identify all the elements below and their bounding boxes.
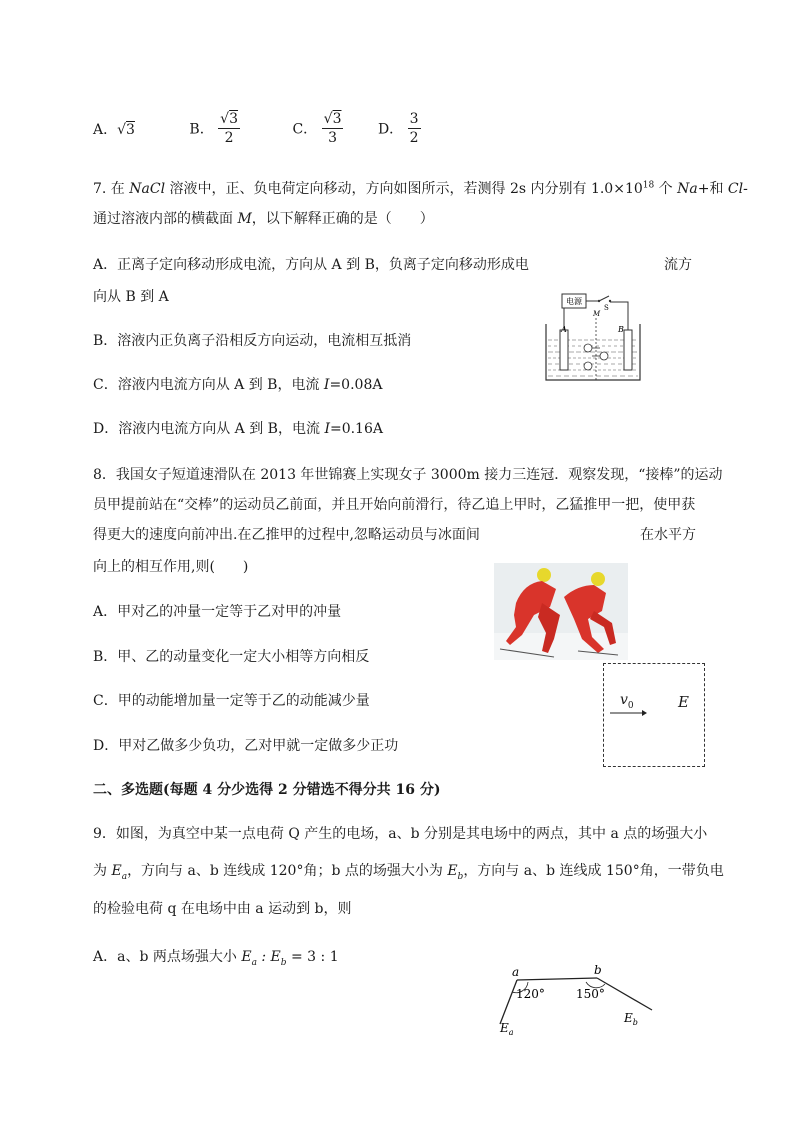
point-a-label: a [512, 965, 520, 979]
field-angle-figure [490, 962, 670, 1037]
q8-stem-line3: 得更大的速度向前冲出.在乙推甲的过程中,忽略运动员与冰面间 [93, 527, 480, 543]
angle-150-label: 150° [576, 987, 605, 1001]
q9-option-a: A．a、b 两点场强大小 $E_a$ : $E_b = 3$ : 1 [93, 949, 339, 968]
skaters-photo [494, 563, 628, 660]
q6-option-c: C． $\frac{√3}{3}$ [292, 111, 342, 146]
q8-stem-line2: 员甲提前站在“交棒”的运动员乙前面，并且开始向前滑行，待乙追上甲时，乙猛推甲一把，使甲获 [93, 497, 696, 513]
q7-option-b: B．溶液内正负离子沿相反方向运动，电流相互抵消 [93, 333, 412, 349]
q6-option-b: B． $\frac{√3}{2}$ [189, 111, 239, 146]
q7-option-a-cont: 流方 [664, 257, 692, 273]
q7-option-a: A．正离子定向移动形成电流，方向从 A 到 B，负离子定向移动形成电 [93, 257, 529, 273]
power-label: 电源 [566, 297, 582, 306]
q9-stem-line1: 9．如图，为真空中某一点电荷 Q 产生的电场，a、b 分别是其电场中的两点，其中 a 点的场强大小 [93, 826, 708, 842]
q7-option-d: D．溶液内电流方向从 A 到 B，电流 I=0.16A [93, 421, 383, 437]
q7-stem-line1: 7. 在 NaCl 溶液中，正、负电荷定向移动，方向如图所示，若测得 2s 内分别有 $1.0\times 10^{18}$ 个 Na+和 Cl- [93, 180, 748, 197]
q8-stem-line1: 8．我国女子短道速滑队在 2013 年世锦赛上实现女子 3000m 接力三连冠．观察发现，“接棒”的运动 [93, 467, 723, 483]
q6-option-a: A．√3 [93, 121, 135, 138]
electrolysis-figure [542, 290, 644, 390]
q6-option-d: D． $\frac{3}{2}$ [377, 111, 419, 146]
switch-label: S [604, 304, 609, 312]
point-b-label: b [594, 963, 602, 977]
q8-option-a: A．甲对乙的冲量一定等于乙对甲的冲量 [93, 604, 342, 620]
q8-option-b: B．甲、乙的动量变化一定大小相等方向相反 [93, 649, 370, 665]
velocity-label: $v_0$ [620, 692, 634, 711]
q6-options [93, 110, 421, 147]
field-ea-label: $E_a$ [500, 1021, 514, 1037]
electrode-b-label: B [618, 325, 624, 334]
q8-option-d: D．甲对乙做多少负功，乙对甲就一定做多少正功 [93, 738, 399, 754]
q7-option-c: C．溶液内电流方向从 A 到 B，电流 I=0.08A [93, 377, 383, 393]
angle-120-label: 120° [516, 987, 545, 1001]
velocity-arrow [608, 708, 648, 718]
electrode-a-label: A [561, 325, 567, 334]
q8-stem-line4: 向上的相互作用,则( ) [93, 559, 249, 575]
field-e-label: E [678, 693, 689, 711]
q7-option-a-line2: 向从 B 到 A [93, 289, 169, 305]
field-eb-label: $E_b$ [624, 1011, 638, 1027]
section-title: 二、多选题(每题 4 分少选得 2 分错选不得分共 16 分) [93, 782, 441, 798]
q9-stem-line2: 为 $E_a$，方向与 a、b 连线成 120°角；b 点的场强大小为 $E_b$，方向与 a、b 连线成 150°角，一带负电 [93, 863, 724, 882]
q8-stem-line3-cont: 在水平方 [640, 527, 696, 543]
q9-stem-line3: 的检验电荷 q 在电场中由 a 运动到 b，则 [93, 901, 352, 917]
q7-stem-line2: 通过溶液内部的横截面 M，以下解释正确的是（ ） [93, 211, 434, 227]
q8-option-c: C．甲的动能增加量一定等于乙的动能减少量 [93, 693, 370, 709]
cross-section-label: M [593, 310, 601, 318]
